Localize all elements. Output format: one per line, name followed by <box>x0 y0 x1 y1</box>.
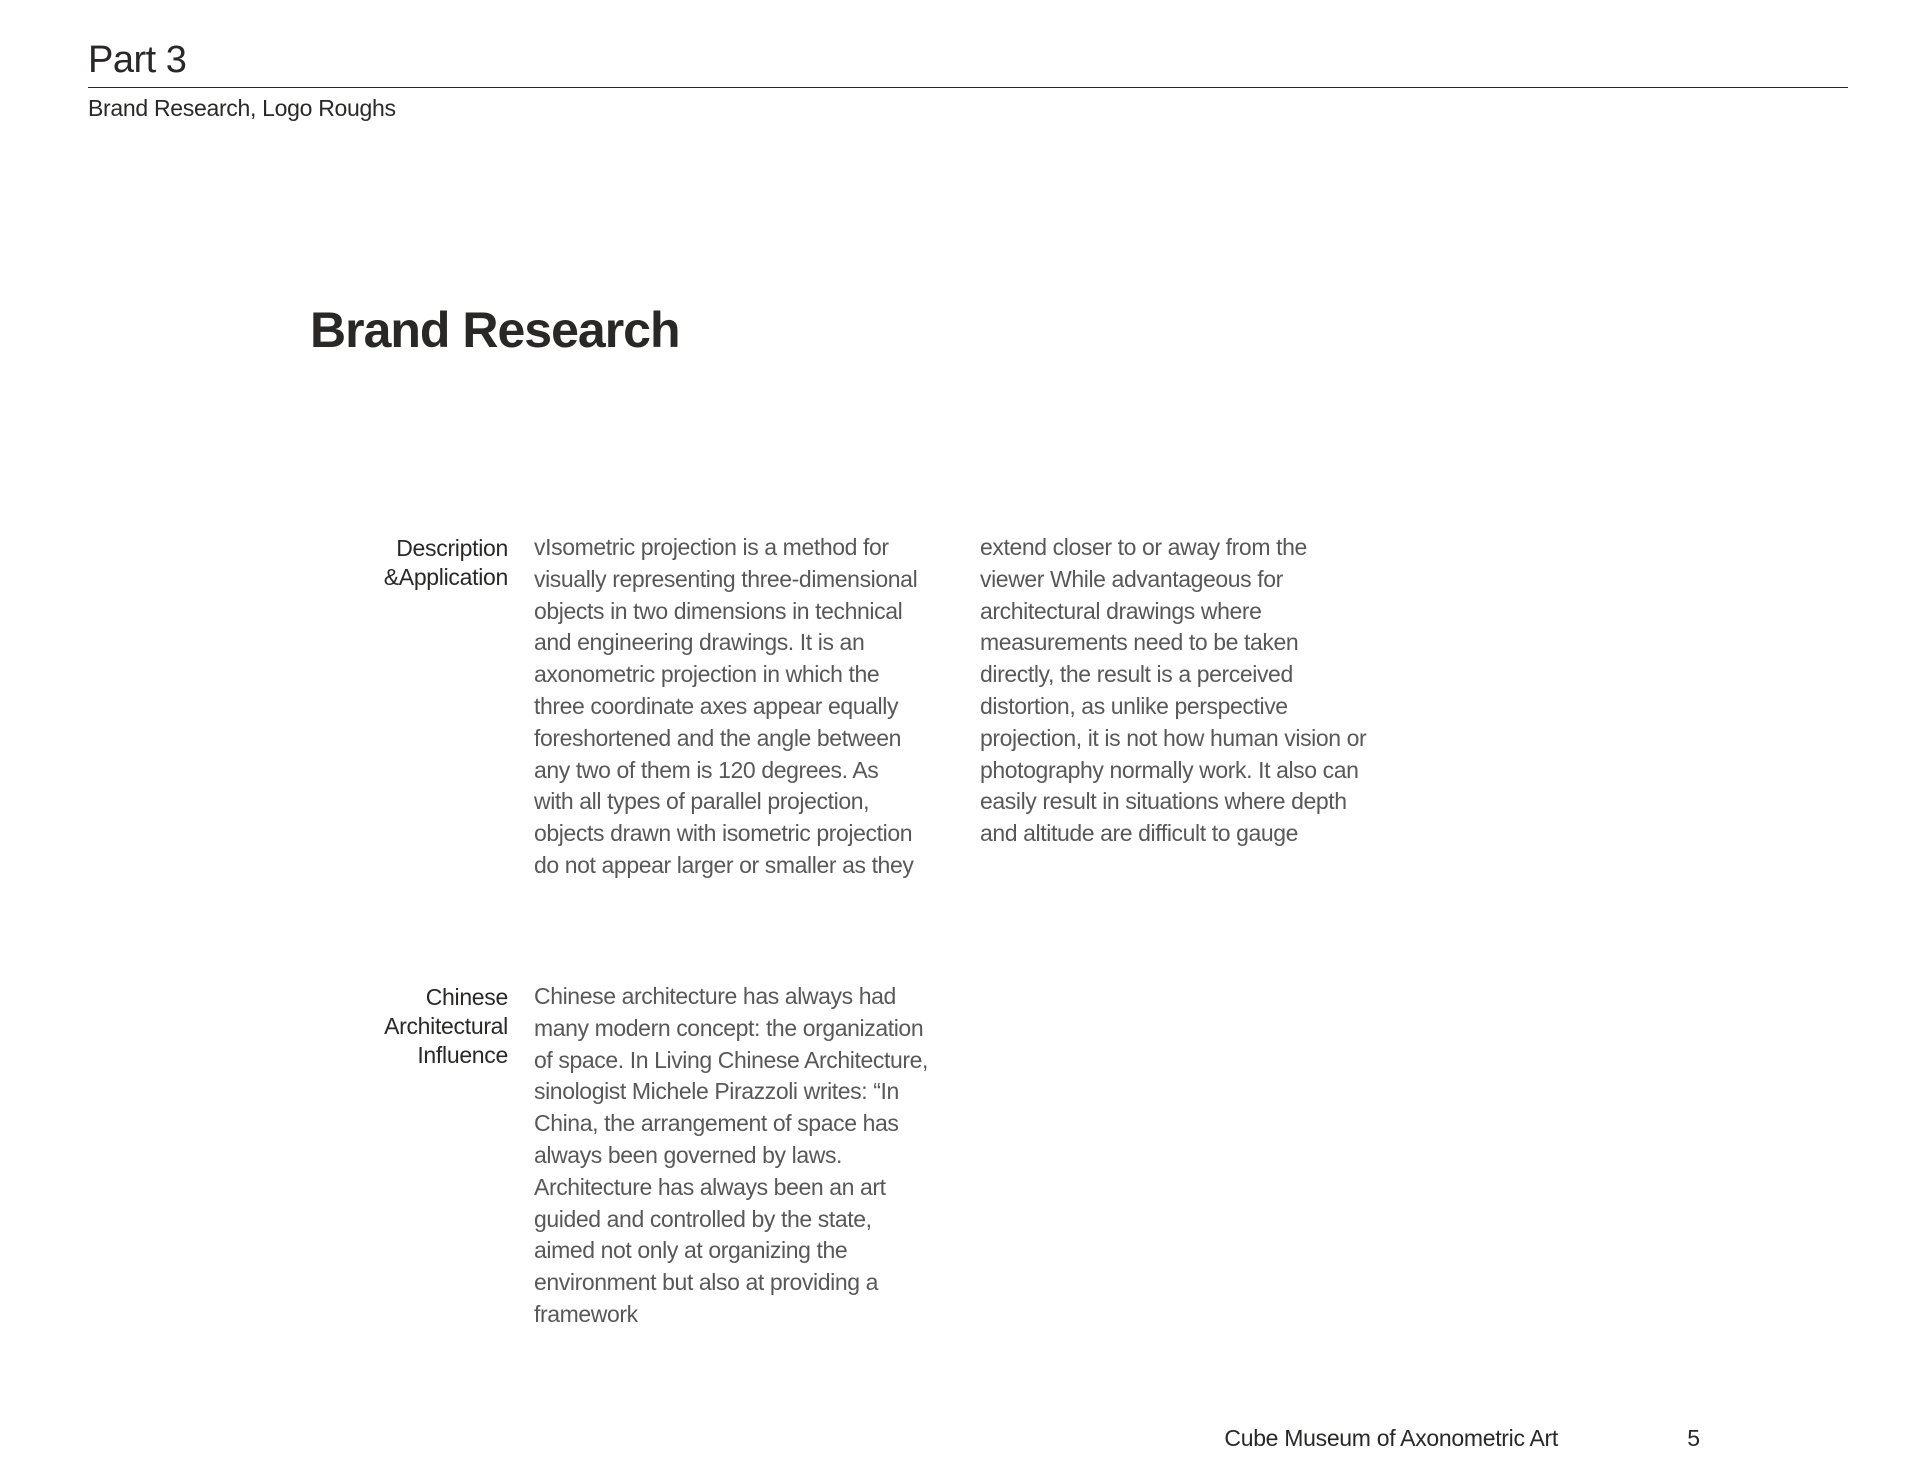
text-line: objects in two dimensions in technical <box>534 597 903 624</box>
body-column-1 <box>534 981 964 1331</box>
body-column-1 <box>534 532 964 882</box>
part-subtitle: Brand Research, Logo Roughs <box>88 95 396 121</box>
text-line: measurements need to be taken <box>980 629 1299 656</box>
text-line: three coordinate axes appear equally <box>534 692 899 719</box>
label-line: Architectural <box>384 1013 508 1039</box>
text-line: China, the arrangement of space has <box>534 1110 899 1137</box>
text-line: any two of them is 120 degrees. As <box>534 756 879 783</box>
text-line: easily result in situations where depth <box>980 788 1347 815</box>
text-line: viewer While advantageous for <box>980 565 1283 592</box>
text-line: environment but also at providing a <box>534 1269 878 1296</box>
label-line: &Application <box>383 564 508 590</box>
label-line: Description <box>396 535 508 561</box>
text-line: visually representing three-dimensional <box>534 565 918 592</box>
publication-name: Cube Museum of Axonometric Art <box>1224 1425 1558 1451</box>
section-title: Brand Research <box>310 302 680 358</box>
label-line: Influence <box>417 1042 508 1068</box>
label-line: Chinese <box>425 984 508 1010</box>
text-line: sinologist Michele Pirazzoli writes: “In <box>534 1078 899 1105</box>
text-line: axonometric projection in which the <box>534 661 880 688</box>
text-line: Chinese architecture has always had <box>534 983 896 1009</box>
text-line: and engineering drawings. It is an <box>534 629 865 656</box>
header-divider <box>88 87 1848 88</box>
text-line: always been governed by laws. <box>534 1141 843 1168</box>
text-line: projection, it is not how human vision or <box>980 724 1367 751</box>
text-line: Architecture has always been an art <box>534 1173 886 1200</box>
text-line: objects drawn with isometric projection <box>534 820 913 847</box>
text-line: architectural drawings where <box>980 597 1262 624</box>
text-line: aimed not only at organizing the <box>534 1237 848 1264</box>
text-line: of space. In Living Chinese Architecture, <box>534 1046 928 1073</box>
text-line: and altitude are difficult to gauge <box>980 820 1299 847</box>
text-line: guided and controlled by the state, <box>534 1205 872 1232</box>
page-number: 5 <box>1687 1425 1700 1451</box>
text-line: foreshortened and the angle between <box>534 724 902 751</box>
part-title: Part 3 <box>88 39 187 81</box>
text-line: framework <box>534 1300 638 1327</box>
text-line: photography normally work. It also can <box>980 756 1359 783</box>
text-line: extend closer to or away from the <box>980 534 1307 560</box>
body-column-2 <box>980 532 1410 850</box>
text-line: distortion, as unlike perspective <box>980 692 1288 719</box>
block-label <box>308 983 508 1070</box>
text-line: with all types of parallel projection, <box>534 788 870 815</box>
text-line: directly, the result is a perceived <box>980 661 1293 688</box>
text-line: many modern concept: the organization <box>534 1014 924 1041</box>
block-label <box>308 534 508 592</box>
text-line: do not appear larger or smaller as they <box>534 851 914 878</box>
text-line: vIsometric projection is a method for <box>534 534 889 560</box>
